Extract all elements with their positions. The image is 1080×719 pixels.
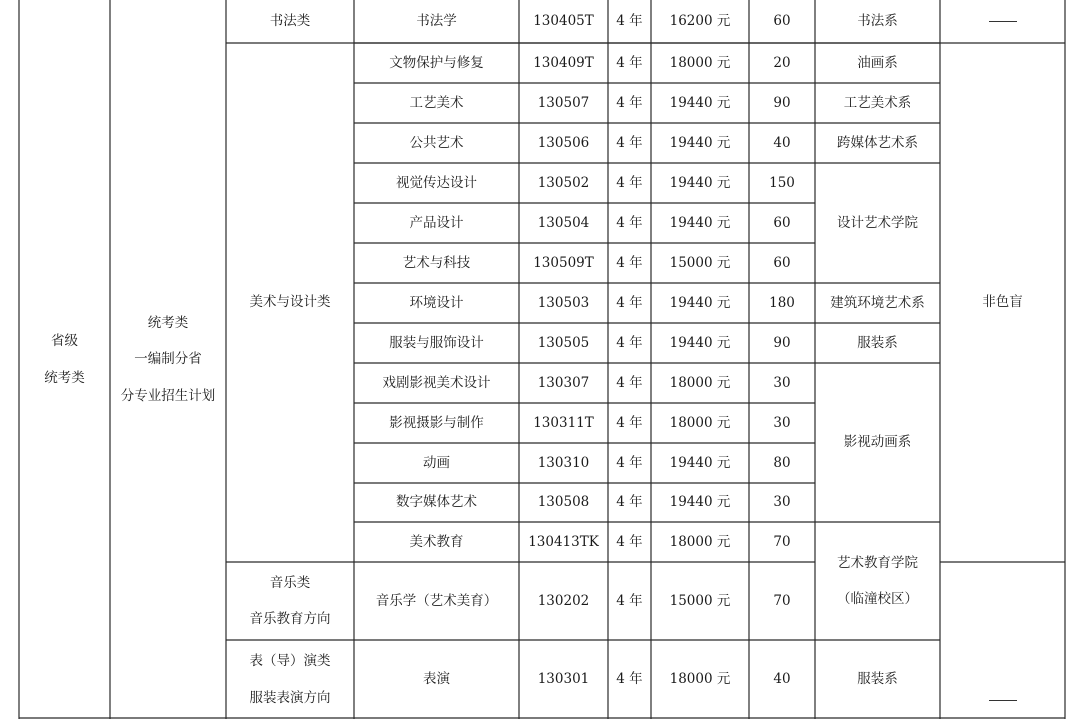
row-fee-cell: 15000 元 — [669, 592, 731, 609]
row-fee-cell: 18000 元 — [669, 671, 731, 688]
row-code-cell: 130413TK — [528, 533, 599, 550]
row-major-cell: 音乐学（艺术美育） — [375, 592, 498, 609]
dept-film-animation: 影视动画系 — [843, 434, 912, 451]
row-code-cell: 130506 — [537, 134, 590, 151]
row-quota-cell: 80 — [773, 454, 791, 471]
row-fee-cell: 19440 元 — [669, 174, 731, 191]
dept-design-college: 设计艺术学院 — [837, 214, 918, 231]
row-code-cell: 130311T — [533, 414, 594, 431]
row-major-cell: 产品设计 — [409, 214, 464, 231]
row-code-cell: 130301 — [537, 671, 590, 688]
row-code-cell: 130202 — [537, 592, 590, 609]
row-years-cell: 4 年 — [616, 134, 643, 151]
category-fine-art-design: 美术与设计类 — [249, 294, 331, 311]
row-fee-cell: 18000 元 — [669, 414, 731, 431]
row-years-cell: 4 年 — [616, 533, 643, 550]
category-calligraphy: 书法类 — [269, 13, 311, 30]
row-major-cell: 艺术与科技 — [402, 254, 471, 271]
row-fee-cell: 19440 元 — [669, 494, 731, 511]
row-major-cell: 服装与服饰设计 — [389, 334, 484, 351]
row-major-cell: 工艺美术 — [409, 94, 464, 111]
row-code-cell: 130508 — [537, 494, 590, 511]
row-years-cell: 4 年 — [616, 494, 643, 511]
row-quota-cell: 70 — [773, 592, 791, 609]
row-quota-cell: 60 — [773, 254, 791, 271]
row-dept-cell: 服装系 — [857, 334, 898, 351]
row-years-cell: 4 年 — [616, 254, 643, 271]
row-years-cell: 4 年 — [616, 174, 643, 191]
row-code-cell: 130310 — [537, 454, 590, 471]
row-fee-cell: 19440 元 — [669, 94, 731, 111]
row-quota-cell: 40 — [773, 134, 791, 151]
row-quota-cell: 30 — [773, 494, 791, 511]
row-quota-cell: 30 — [773, 414, 791, 431]
row-fee-cell: 19440 元 — [669, 334, 731, 351]
row-major-cell: 表演 — [423, 671, 450, 688]
row-code-cell: 130307 — [537, 374, 590, 391]
row-code-cell: 130502 — [537, 174, 590, 191]
row-quota-cell: 90 — [773, 334, 791, 351]
row-fee-cell: 19440 元 — [669, 214, 731, 231]
row-years-cell: 4 年 — [616, 374, 643, 391]
plan-type-cell: 统考类 一编制分省 分专业招生计划 — [120, 315, 216, 404]
row-major-cell: 视觉传达设计 — [396, 174, 477, 191]
row-quota-cell: 20 — [773, 54, 791, 71]
row-code-cell: 130505 — [537, 334, 590, 351]
row-years-cell: 4 年 — [616, 454, 643, 471]
row-major-cell: 动画 — [423, 454, 450, 471]
requirement-cell: 非色盲 — [982, 294, 1023, 311]
row-code-cell: 130409T — [533, 54, 594, 71]
row-quota-cell: 70 — [773, 533, 791, 550]
row-major-cell: 公共艺术 — [409, 134, 464, 151]
row-code-cell: 130405T — [533, 13, 594, 30]
category-music: 音乐类 音乐教育方向 — [249, 574, 331, 627]
row-fee-cell: 18000 元 — [669, 374, 731, 391]
row-fee-cell: 18000 元 — [669, 533, 731, 550]
row-years-cell: 4 年 — [616, 214, 643, 231]
row-dept-cell: 油画系 — [857, 54, 898, 71]
row-major-cell: 影视摄影与制作 — [389, 414, 484, 431]
row-fee-cell: 19440 元 — [669, 294, 731, 311]
row-quota-cell: 150 — [769, 174, 795, 191]
row-dept-cell: 建筑环境艺术系 — [830, 294, 925, 311]
row-quota-cell: 40 — [773, 671, 791, 688]
row-years-cell: 4 年 — [616, 414, 643, 431]
row-code-cell: 130504 — [537, 214, 590, 231]
row-major-cell: 数字媒体艺术 — [396, 494, 477, 511]
level-cell: 省级 统考类 — [44, 333, 85, 386]
row-dept-cell: 服装系 — [857, 671, 898, 688]
row-dept-cell: 工艺美术系 — [843, 94, 912, 111]
row-years-cell: 4 年 — [616, 334, 643, 351]
row-code-cell: 130503 — [537, 294, 590, 311]
row-years-cell: 4 年 — [616, 94, 643, 111]
row-quota-cell: 30 — [773, 374, 791, 391]
row-major-cell: 书法学 — [416, 13, 457, 30]
row-dept-cell: 跨媒体艺术系 — [837, 134, 918, 151]
row-code-cell: 130507 — [537, 94, 590, 111]
row-fee-cell: 15000 元 — [669, 254, 731, 271]
row-quota-cell: 90 — [773, 94, 791, 111]
row-years-cell: 4 年 — [616, 54, 643, 71]
row-code-cell: 130509T — [533, 254, 594, 271]
row-years-cell: 4 年 — [616, 294, 643, 311]
row-dept-cell: 书法系 — [857, 13, 898, 30]
row-fee-cell: 19440 元 — [669, 454, 731, 471]
row-quota-cell: 60 — [773, 214, 791, 231]
category-performance: 表（导）演类 服装表演方向 — [249, 653, 331, 706]
row-fee-cell: 19440 元 — [669, 134, 731, 151]
row-years-cell: 4 年 — [616, 671, 643, 688]
row-fee-cell: 16200 元 — [669, 13, 731, 30]
row-major-cell: 美术教育 — [409, 533, 464, 550]
row-major-cell: 戏剧影视美术设计 — [382, 374, 491, 391]
row-quota-cell: 180 — [769, 294, 795, 311]
row-years-cell: 4 年 — [616, 13, 643, 30]
dept-art-education-college: 艺术教育学院 （临潼校区） — [837, 554, 918, 607]
row-major-cell: 文物保护与修复 — [389, 54, 484, 71]
row-fee-cell: 18000 元 — [669, 54, 731, 71]
row-quota-cell: 60 — [773, 13, 791, 30]
row-years-cell: 4 年 — [616, 592, 643, 609]
row-major-cell: 环境设计 — [409, 294, 464, 311]
